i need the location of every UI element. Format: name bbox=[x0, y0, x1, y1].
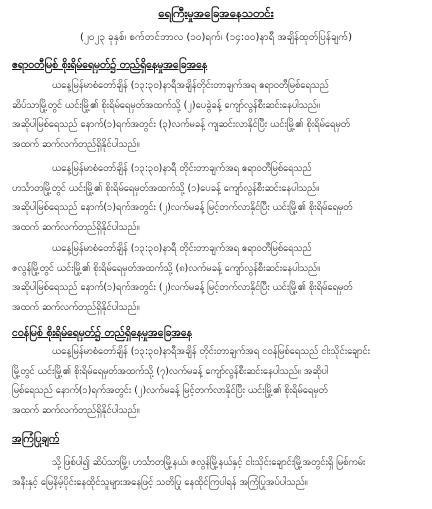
bulletin-subtitle: (၂၀၂၃ ခုနှစ်၊ စက်တင်ဘာလ (၁၀)ရက်၊ (၁၄:၀၀)နာရီ အချိန်ထုတ်ပြန်ချက်) bbox=[80, 32, 352, 43]
paragraph-line: အထက် ဆက်လက်တည်ရှိနိုင်ပါသည်။ bbox=[12, 404, 140, 416]
paragraph-line: ယနေ့မြန်မာစံတော်ချိန် (၁၃:၃၀)နာရီ တိုင်းတာချက်အရ ဧရာဝတီမြစ်ရေသည် bbox=[52, 163, 312, 174]
paragraph-line: ယနေ့မြန်မာစံတော်ချိန် (၁၃:၃၀)နာရီအချိန် တိုင်းတာချက်အရ ငဝန်မြစ်ရေသည် ငါးသိုင်းချောင်း bbox=[52, 346, 371, 357]
paragraph-seiktha bbox=[12, 76, 422, 154]
paragraph-line: အဆိုပါမြစ်ရေသည် နောက်(၁)ရက်အတွင်း (၃)လက်မခန့် ကျဆင်းလာနိုင်ပြီး ယင်းမြို့၏ စိုးရိမ်ရေမှတ် bbox=[12, 119, 350, 130]
paragraph-line: မြို့တွင် ယင်းမြို့၏ စိုးရိမ်ရေမှတ်အထက်သို့ (၇)လက်မခန့် ကျော်လွန်စီးဆင်းနေပါသည်။ အဆိုပါ bbox=[12, 365, 329, 377]
paragraph-line: ဆိပ်သာမြို့တွင် ယင်းမြို့၏ စိုးရိမ်ရေမှတ်အထက်သို့ (၂)ပေခွဲခန့် ကျော်လွန်စီးဆင်းနေပါသည်။ bbox=[12, 99, 320, 111]
paragraph-advice bbox=[12, 453, 422, 492]
bulletin-title: ရေကြီးမှုအခြေအနေသတင်း bbox=[158, 6, 274, 20]
paragraph-line: ဇလွန်မြို့တွင် ယင်းမြို့၏ စိုးရိမ်ရေမှတ်အထက်သို့ (၈)လက်မခန့် ကျော်လွန်စီးဆင်းနေပါသည်။ bbox=[12, 262, 321, 274]
paragraph-line: အထက် ဆက်လက်တည်ရှိနိုင်ပါသည်။ bbox=[12, 301, 140, 313]
section-heading-advice: အကြံပြုချက် bbox=[12, 433, 60, 445]
paragraph-line: အဆိုပါမြစ်ရေသည် နောက်(၁)ရက်အတွင်း (၂)လက်မခန့် မြင့်တက်လာနိုင်ပြီး ယင်းမြို့၏ စိုးရိမ်ရေမှတ် bbox=[12, 202, 353, 213]
paragraph-line: သို့ဖြစ်ပါ၍ ဆိပ်သာမြို့၊ ဟင်္သာတမြို့နယ်၊ ဇလွန်မြို့နယ်နှင့် ငါးသိုင်းချောင်းမြို့အတွင်းရှိ မြစ်ကမ်း bbox=[52, 457, 366, 468]
section-heading-ayeyarwady: ဧရာဝတီမြစ် စိုးရိမ်ရေမှတ်၌ တည်ရှိနေမှုအခြေအနေ bbox=[12, 59, 208, 71]
paragraph-hinthada bbox=[12, 159, 422, 237]
paragraph-line: အထက် ဆက်လက်တည်ရှိနိုင်ပါသည်။ bbox=[12, 221, 140, 233]
paragraph-ngathaingchaung bbox=[12, 342, 422, 420]
paragraph-line: အနီးနှင့် မြေနိမ့်ပိုင်းနေထိုင်သူများအနေဖြင့် သတိပြု နေထိုင်ကြပါရန် အကြံပြုအပ်ပါသည်။ bbox=[12, 476, 308, 488]
paragraph-line: ယနေ့မြန်မာစံတော်ချိန် (၁၃:၃၀)နာရီအချိန်တိုင်းတာချက်အရ ဧရာဝတီမြစ်ရေသည် bbox=[52, 80, 329, 91]
paragraph-line: ယနေ့မြန်မာစံတော်ချိန် (၁၃:၃၀)နာရီ တိုင်းတာချက်အရ ဧရာဝတီမြစ်ရေသည် bbox=[52, 243, 312, 254]
paragraph-line: အဆိုပါမြစ်ရေသည် နောက်(၁)ရက်အတွင်း (၂)လက်မခန့် မြင့်တက်လာနိုင်ပြီး ယင်းမြို့၏ စိုးရိမ်ရေမှတ် bbox=[12, 282, 353, 293]
paragraph-line: မြစ်ရေသည် နောက်(၁)ရက်အတွင်း (၂)လက်မခန့် မြင့်တက်လာနိုင်ပြီး ယင်းမြို့၏ စိုးရိမ်ရေမှတ် bbox=[12, 385, 328, 396]
paragraph-line: ဟင်္သာတမြို့တွင် ယင်းမြို့၏ စိုးရိမ်ရေမှတ်အထက်သို့ (၁)ပေခန့် ကျော်လွန်စီးဆင်းနေပါသည်။ bbox=[12, 182, 320, 194]
paragraph-zalun bbox=[12, 239, 422, 317]
paragraph-line: အထက် ဆက်လက်တည်ရှိနိုင်ပါသည်။ bbox=[12, 138, 140, 150]
section-heading-ngawun: ငဝန်မြစ် စိုးရိမ်ရေမှတ်၌ တည်ရှိနေမှုအခြေအနေ bbox=[12, 327, 193, 339]
